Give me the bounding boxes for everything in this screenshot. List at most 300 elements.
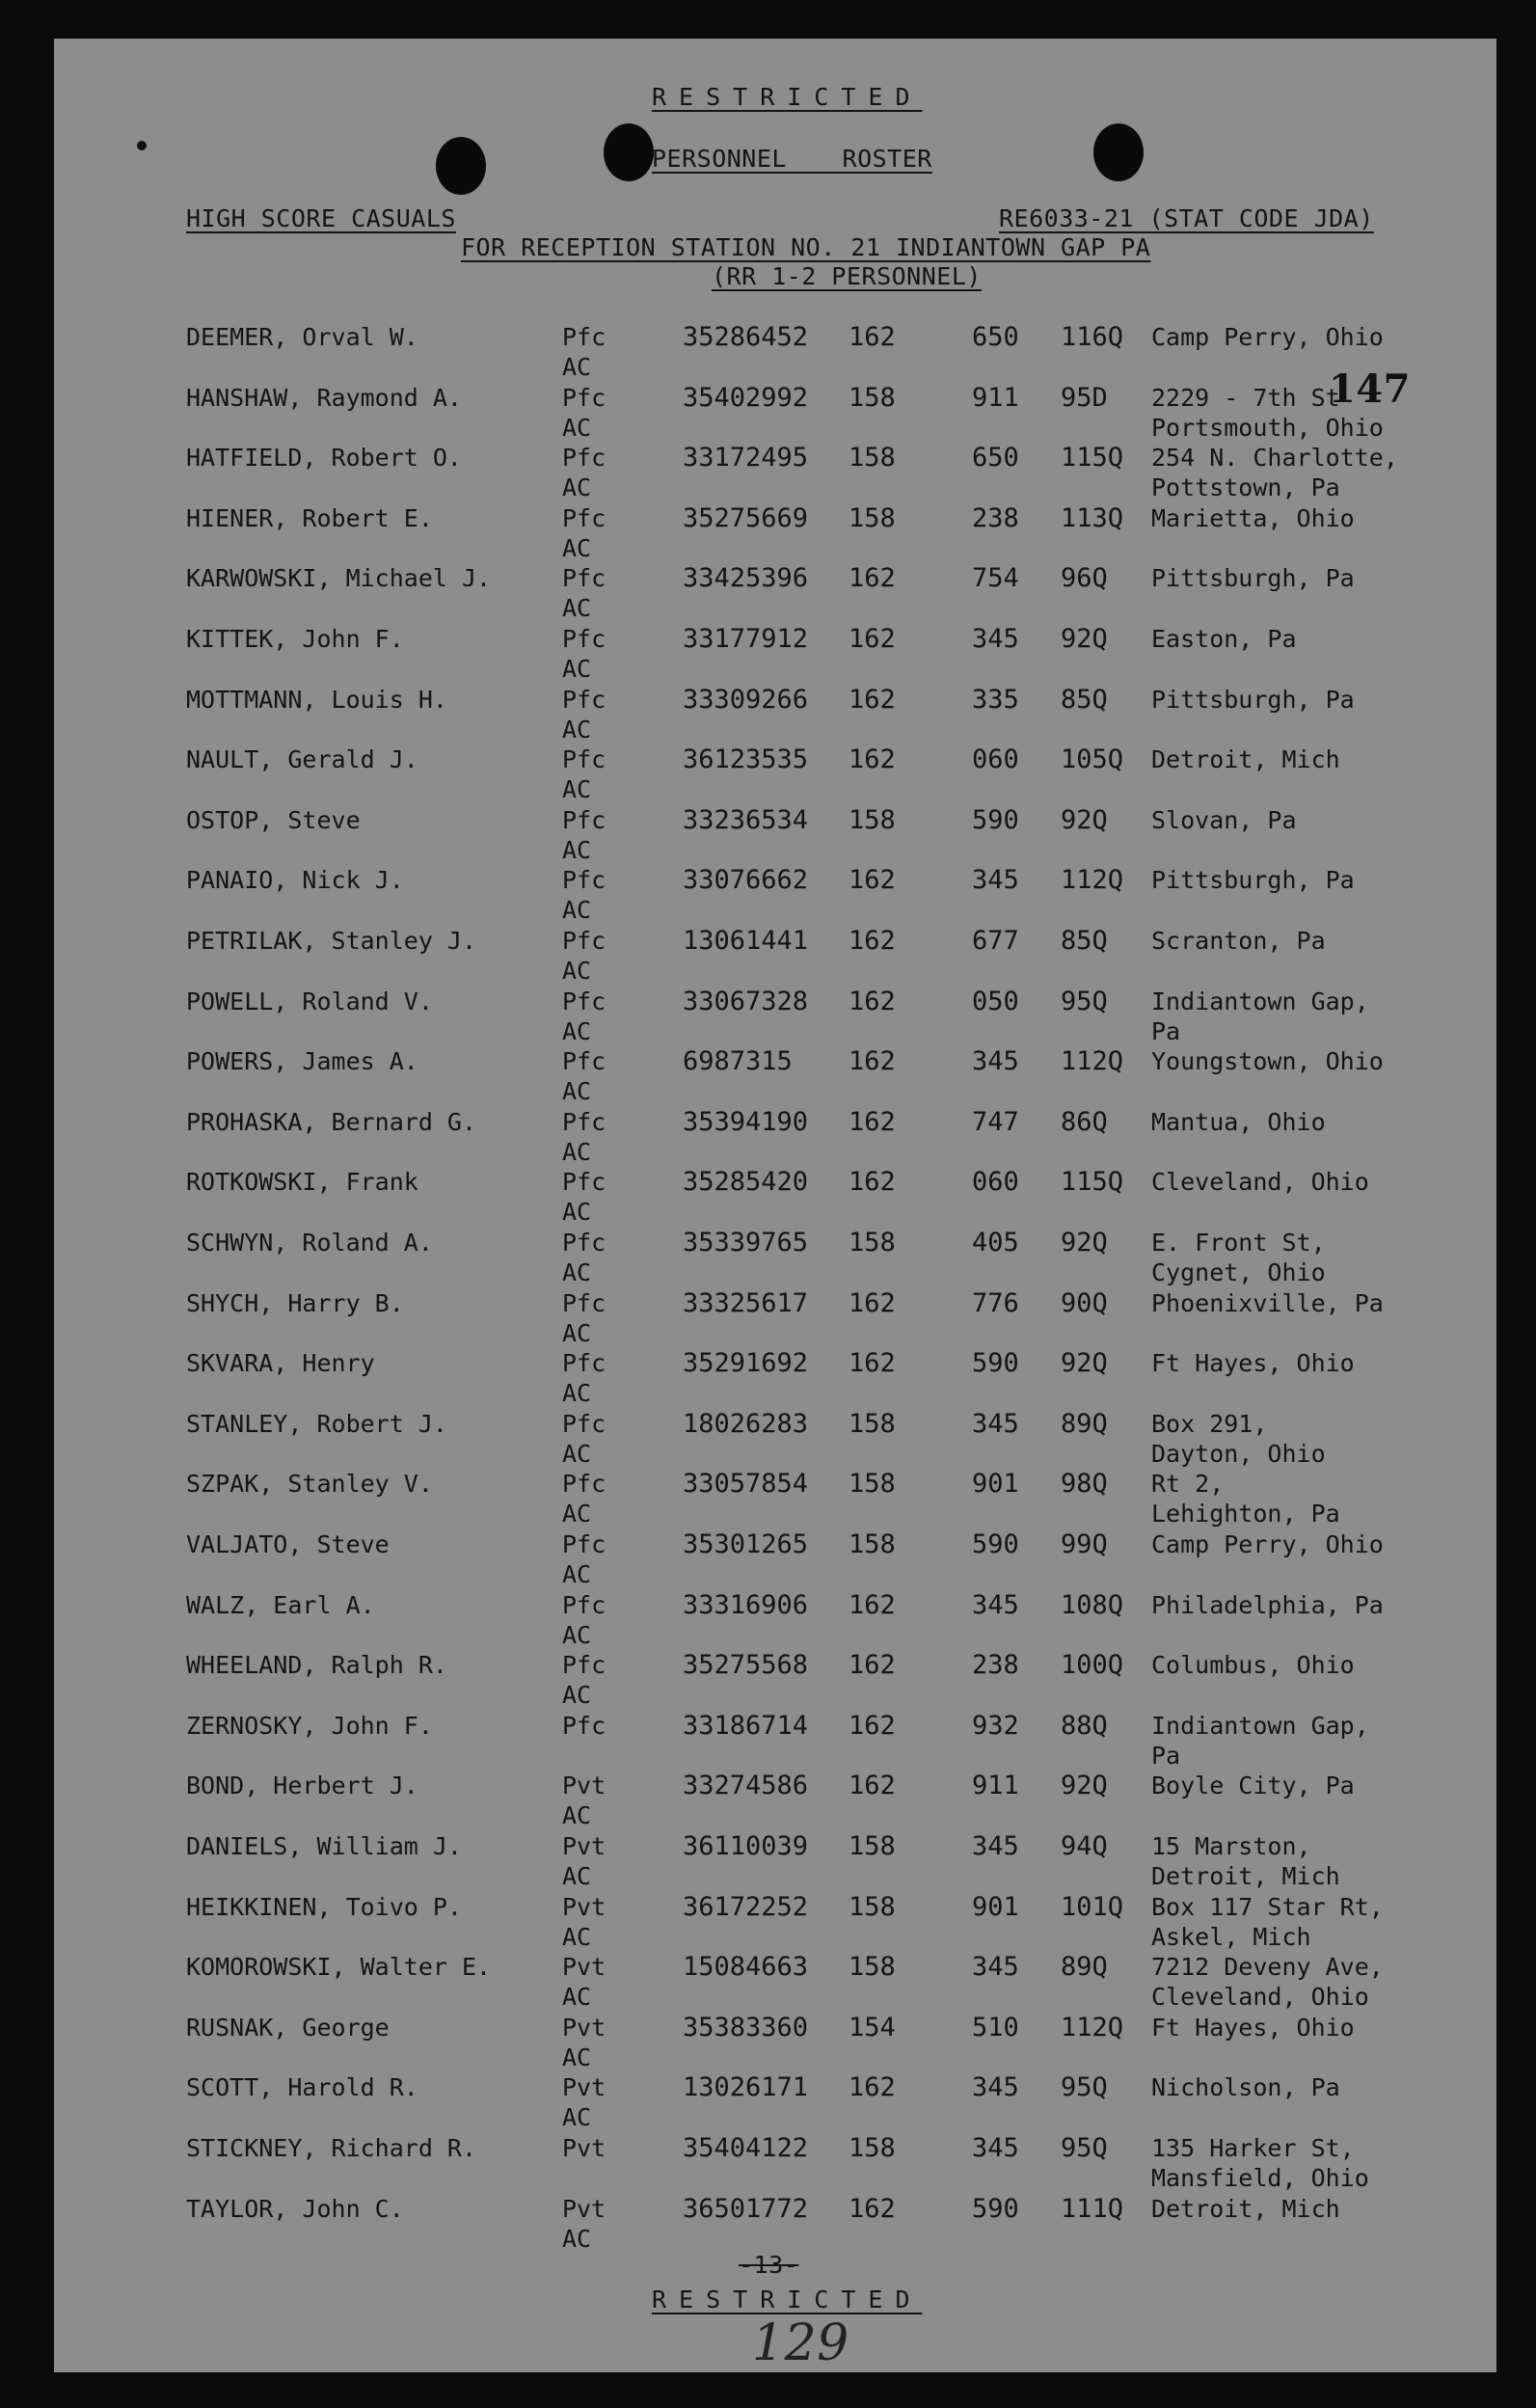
person-name: PETRILAK, Stanley J.: [186, 927, 477, 955]
corps-cell: AC: [562, 896, 592, 925]
address-cell: [1151, 1711, 1369, 1771]
person-name: POWELL, Roland V.: [186, 987, 433, 1015]
table-row: [0, 926, 1536, 986]
mos-cell: 901: [972, 1891, 1019, 1922]
code-cell: 162: [849, 1046, 896, 1077]
address-cell: [1151, 1771, 1355, 1800]
code-cell: 158: [849, 1469, 896, 1500]
serial-number-cell: 33057854: [683, 1469, 809, 1500]
category-line: (RR 1-2 PERSONNEL): [712, 262, 982, 290]
score-cell: 99Q: [1061, 1529, 1108, 1559]
mos-cell: 747: [972, 1106, 1019, 1137]
score-cell: 116Q: [1061, 322, 1124, 352]
address-line: Cygnet, Ohio: [1151, 1258, 1326, 1286]
reference-code: RE6033-21 (STAT CODE JDA): [999, 204, 1374, 232]
score-cell: 115Q: [1061, 443, 1124, 473]
corps-cell: AC: [562, 715, 592, 744]
code-cell: 162: [849, 1106, 896, 1137]
address-cell: [1151, 1409, 1326, 1469]
mos-cell: 345: [972, 1046, 1019, 1077]
score-cell: 95Q: [1061, 986, 1108, 1016]
serial-number-cell: 15084663: [683, 1952, 809, 1983]
code-cell: 162: [849, 926, 896, 956]
person-name: BOND, Herbert J.: [186, 1772, 418, 1800]
table-row: [0, 1167, 1536, 1227]
corps-cell: AC: [562, 1258, 592, 1286]
person-name: STANLEY, Robert J.: [186, 1409, 447, 1438]
code-cell: 158: [849, 1529, 896, 1559]
grade-cell: Pfc: [562, 1470, 606, 1499]
code-cell: 158: [849, 1408, 896, 1439]
address-cell: [1151, 865, 1355, 895]
grade-cell: Pfc: [562, 1651, 606, 1680]
code-cell: 158: [849, 382, 896, 413]
address-line: Marietta, Ohio: [1151, 503, 1355, 532]
address-line: Pa: [1151, 1016, 1181, 1045]
address-line: Mantua, Ohio: [1151, 1107, 1326, 1136]
code-cell: 162: [849, 744, 896, 775]
corps-cell: AC: [562, 775, 592, 804]
table-row: [0, 443, 1536, 502]
table-row: [0, 1650, 1536, 1710]
address-line: Cleveland, Ohio: [1151, 1168, 1369, 1197]
grade-cell: Pvt: [562, 1892, 606, 1921]
grade-cell: Pfc: [562, 1349, 606, 1378]
table-row: [0, 1892, 1536, 1952]
table-row: [0, 322, 1536, 382]
address-line: Pottstown, Pa: [1151, 473, 1340, 502]
code-cell: 162: [849, 1287, 896, 1318]
address-cell: [1151, 1590, 1384, 1620]
serial-number-cell: 33172495: [683, 443, 809, 473]
address-cell: [1151, 685, 1355, 715]
address-cell: [1151, 322, 1384, 352]
code-cell: 154: [849, 2012, 896, 2043]
score-cell: 96Q: [1061, 563, 1108, 594]
grade-cell: Pfc: [562, 444, 606, 473]
person-name: SCHWYN, Roland A.: [186, 1229, 433, 1257]
code-cell: 162: [849, 1589, 896, 1620]
corps-cell: AC: [562, 594, 592, 623]
serial-number-cell: 6987315: [683, 1046, 793, 1077]
grade-cell: Pfc: [562, 1288, 606, 1317]
serial-number-cell: 13061441: [683, 926, 809, 956]
person-name: RUSNAK, George: [186, 2013, 390, 2042]
person-name: SHYCH, Harry B.: [186, 1288, 404, 1317]
corps-cell: AC: [562, 353, 592, 381]
score-cell: 98Q: [1061, 1469, 1108, 1500]
punch-hole: [604, 123, 654, 181]
mos-cell: 650: [972, 322, 1019, 352]
mos-cell: 776: [972, 1287, 1019, 1318]
table-row: [0, 1590, 1536, 1650]
table-row: [0, 2072, 1536, 2132]
corps-cell: AC: [562, 655, 592, 683]
table-row: [0, 865, 1536, 925]
serial-number-cell: 35275568: [683, 1650, 809, 1681]
address-line: Dayton, Ohio: [1151, 1439, 1326, 1468]
mos-cell: 050: [972, 986, 1019, 1016]
serial-number-cell: 33177912: [683, 624, 809, 654]
corps-cell: AC: [562, 1681, 592, 1710]
grade-cell: Pvt: [562, 1772, 606, 1800]
table-row: [0, 1107, 1536, 1167]
score-cell: 95D: [1061, 382, 1108, 413]
serial-number-cell: 33067328: [683, 986, 809, 1016]
serial-number-cell: 33325617: [683, 1287, 809, 1318]
address-cell: [1151, 1650, 1355, 1680]
address-line: 135 Harker St,: [1151, 2134, 1355, 2162]
grade-cell: Pfc: [562, 987, 606, 1015]
corps-cell: AC: [562, 1801, 592, 1830]
person-name: KITTEK, John F.: [186, 625, 404, 653]
score-cell: 92Q: [1061, 1771, 1108, 1801]
code-cell: 162: [849, 1650, 896, 1681]
mos-cell: 345: [972, 2133, 1019, 2163]
serial-number-cell: 35286452: [683, 322, 809, 352]
address-line: Indiantown Gap,: [1151, 987, 1369, 1015]
address-line: 7212 Deveny Ave,: [1151, 1953, 1384, 1982]
serial-number-cell: 35275669: [683, 502, 809, 533]
score-cell: 92Q: [1061, 624, 1108, 654]
code-cell: 162: [849, 986, 896, 1016]
score-cell: 89Q: [1061, 1952, 1108, 1983]
mos-cell: 754: [972, 563, 1019, 594]
page-number: -13-: [739, 2251, 799, 2279]
table-row: [0, 563, 1536, 623]
serial-number-cell: 18026283: [683, 1408, 809, 1439]
corps-cell: AC: [562, 1500, 592, 1529]
score-cell: 86Q: [1061, 1106, 1108, 1137]
corps-cell: AC: [562, 1137, 592, 1166]
mos-cell: 650: [972, 443, 1019, 473]
person-name: DEEMER, Orval W.: [186, 323, 418, 351]
address-line: Detroit, Mich: [1151, 1862, 1340, 1890]
punch-hole: [1093, 123, 1144, 181]
destination-line: FOR RECEPTION STATION NO. 21 INDIANTOWN GAP PA: [461, 233, 1151, 261]
serial-number-cell: 36501772: [683, 2193, 809, 2224]
code-cell: 162: [849, 2072, 896, 2103]
serial-number-cell: 35404122: [683, 2133, 809, 2163]
person-name: HATFIELD, Robert O.: [186, 444, 462, 473]
serial-number-cell: 33274586: [683, 1771, 809, 1801]
code-cell: 158: [849, 502, 896, 533]
address-line: E. Front St,: [1151, 1229, 1326, 1257]
table-row: [0, 1771, 1536, 1830]
code-cell: 162: [849, 684, 896, 715]
address-cell: [1151, 1167, 1369, 1197]
address-line: Philadelphia, Pa: [1151, 1590, 1384, 1619]
person-name: HANSHAW, Raymond A.: [186, 383, 462, 412]
corps-cell: AC: [562, 1922, 592, 1951]
address-line: Rt 2,: [1151, 1470, 1225, 1499]
grade-cell: Pfc: [562, 383, 606, 412]
address-line: Pittsburgh, Pa: [1151, 866, 1355, 895]
mos-cell: 345: [972, 1952, 1019, 1983]
serial-number-cell: 33236534: [683, 804, 809, 835]
serial-number-cell: 35383360: [683, 2012, 809, 2043]
table-row: [0, 2013, 1536, 2072]
address-cell: [1151, 1952, 1384, 2012]
code-cell: 158: [849, 1831, 896, 1861]
handwritten-number: 129: [752, 2314, 849, 2372]
address-line: Youngstown, Ohio: [1151, 1047, 1384, 1076]
table-row: [0, 1831, 1536, 1891]
address-line: Columbus, Ohio: [1151, 1651, 1355, 1680]
address-line: Box 291,: [1151, 1409, 1268, 1438]
grade-cell: Pfc: [562, 1168, 606, 1197]
address-line: Box 117 Star Rt,: [1151, 1892, 1384, 1921]
punch-hole: [436, 137, 486, 195]
code-cell: 158: [849, 1891, 896, 1922]
address-cell: [1151, 1469, 1340, 1529]
grade-cell: Pfc: [562, 625, 606, 653]
score-cell: 101Q: [1061, 1891, 1124, 1922]
person-name: OSTOP, Steve: [186, 805, 361, 834]
score-cell: 94Q: [1061, 1831, 1108, 1861]
address-line: Detroit, Mich: [1151, 2194, 1340, 2223]
score-cell: 89Q: [1061, 1408, 1108, 1439]
address-line: Indiantown Gap,: [1151, 1711, 1369, 1740]
serial-number-cell: 33425396: [683, 563, 809, 594]
grade-cell: Pvt: [562, 2134, 606, 2162]
corps-cell: AC: [562, 2043, 592, 2071]
corps-cell: AC: [562, 2224, 592, 2253]
address-cell: [1151, 624, 1297, 654]
person-name: MOTTMANN, Louis H.: [186, 685, 447, 714]
code-cell: 162: [849, 1771, 896, 1801]
mos-cell: 345: [972, 1831, 1019, 1861]
code-cell: 162: [849, 1348, 896, 1379]
code-cell: 158: [849, 443, 896, 473]
address-cell: [1151, 563, 1355, 593]
corps-cell: AC: [562, 1318, 592, 1347]
corps-cell: AC: [562, 835, 592, 864]
address-line: Mansfield, Ohio: [1151, 2164, 1369, 2192]
address-line: Askel, Mich: [1151, 1922, 1311, 1951]
grade-cell: Pvt: [562, 2073, 606, 2102]
mos-cell: 590: [972, 804, 1019, 835]
address-line: Ft Hayes, Ohio: [1151, 1349, 1355, 1378]
serial-number-cell: 33186714: [683, 1710, 809, 1741]
person-name: HEIKKINEN, Toivo P.: [186, 1892, 462, 1921]
person-name: SCOTT, Harold R.: [186, 2073, 418, 2102]
address-cell: [1151, 1529, 1384, 1559]
code-cell: 158: [849, 2133, 896, 2163]
address-line: Ft Hayes, Ohio: [1151, 2013, 1355, 2042]
ink-dot: [137, 141, 147, 150]
mos-cell: 238: [972, 502, 1019, 533]
mos-cell: 060: [972, 744, 1019, 775]
corps-cell: AC: [562, 1862, 592, 1890]
corps-cell: AC: [562, 1016, 592, 1045]
person-name: TAYLOR, John C.: [186, 2194, 404, 2223]
address-cell: [1151, 2072, 1340, 2102]
corps-cell: AC: [562, 533, 592, 562]
score-cell: 111Q: [1061, 2193, 1124, 2224]
code-cell: 162: [849, 563, 896, 594]
mos-cell: 345: [972, 1589, 1019, 1620]
serial-number-cell: 35394190: [683, 1106, 809, 1137]
mos-cell: 238: [972, 1650, 1019, 1681]
address-cell: [1151, 1348, 1355, 1378]
grade-cell: Pfc: [562, 685, 606, 714]
score-cell: 112Q: [1061, 1046, 1124, 1077]
address-cell: [1151, 805, 1297, 835]
address-cell: [1151, 383, 1384, 443]
grade-cell: Pfc: [562, 503, 606, 532]
mos-cell: 345: [972, 624, 1019, 654]
mos-cell: 677: [972, 926, 1019, 956]
table-row: [0, 1046, 1536, 1106]
address-line: Pittsburgh, Pa: [1151, 564, 1355, 593]
serial-number-cell: 35339765: [683, 1228, 809, 1258]
page-title: PERSONNEL ROSTER: [652, 145, 932, 173]
address-cell: [1151, 1892, 1384, 1952]
score-cell: 90Q: [1061, 1287, 1108, 1318]
serial-number-cell: 36123535: [683, 744, 809, 775]
serial-number-cell: 33316906: [683, 1589, 809, 1620]
address-cell: [1151, 744, 1340, 774]
score-cell: 85Q: [1061, 926, 1108, 956]
person-name: ZERNOSKY, John F.: [186, 1711, 433, 1740]
score-cell: 88Q: [1061, 1710, 1108, 1741]
grade-cell: Pfc: [562, 805, 606, 834]
mos-cell: 345: [972, 2072, 1019, 2103]
address-cell: [1151, 987, 1369, 1046]
table-row: [0, 1711, 1536, 1771]
serial-number-cell: 36172252: [683, 1891, 809, 1922]
classification-header: RESTRICTED: [652, 83, 923, 111]
person-name: WHEELAND, Ralph R.: [186, 1651, 447, 1680]
address-line: Camp Perry, Ohio: [1151, 323, 1384, 351]
serial-number-cell: 35291692: [683, 1348, 809, 1379]
score-cell: 112Q: [1061, 865, 1124, 896]
code-cell: 162: [849, 1710, 896, 1741]
grade-cell: Pvt: [562, 1832, 606, 1860]
score-cell: 92Q: [1061, 1348, 1108, 1379]
table-row: [0, 2194, 1536, 2254]
serial-number-cell: 13026171: [683, 2072, 809, 2103]
address-cell: [1151, 443, 1398, 502]
table-row: [0, 1288, 1536, 1348]
serial-number-cell: 33076662: [683, 865, 809, 896]
serial-number-cell: 33309266: [683, 684, 809, 715]
address-line: Portsmouth, Ohio: [1151, 413, 1384, 442]
address-line: Nicholson, Pa: [1151, 2073, 1340, 2102]
person-name: STICKNEY, Richard R.: [186, 2134, 477, 2162]
table-row: [0, 685, 1536, 744]
grade-cell: Pfc: [562, 1229, 606, 1257]
address-cell: [1151, 1107, 1326, 1137]
code-cell: 158: [849, 804, 896, 835]
code-cell: 162: [849, 322, 896, 352]
person-name: KARWOWSKI, Michael J.: [186, 564, 492, 593]
address-cell: [1151, 2194, 1340, 2224]
score-cell: 108Q: [1061, 1589, 1124, 1620]
corps-cell: AC: [562, 957, 592, 985]
mos-cell: 911: [972, 1771, 1019, 1801]
grade-cell: Pvt: [562, 2194, 606, 2223]
address-cell: [1151, 926, 1326, 956]
person-name: PANAIO, Nick J.: [186, 866, 404, 895]
grade-cell: Pfc: [562, 323, 606, 351]
mos-cell: 405: [972, 1228, 1019, 1258]
mos-cell: 932: [972, 1710, 1019, 1741]
code-cell: 162: [849, 2193, 896, 2224]
table-row: [0, 744, 1536, 804]
unit-name: HIGH SCORE CASUALS: [186, 204, 456, 232]
table-row: [0, 1952, 1536, 2012]
address-line: 2229 - 7th St: [1151, 383, 1340, 412]
mos-cell: 345: [972, 1408, 1019, 1439]
table-row: [0, 1529, 1536, 1589]
person-name: VALJATO, Steve: [186, 1530, 390, 1558]
score-cell: 112Q: [1061, 2012, 1124, 2043]
person-name: SKVARA, Henry: [186, 1349, 375, 1378]
corps-cell: AC: [562, 473, 592, 502]
mos-cell: 911: [972, 382, 1019, 413]
address-cell: [1151, 2013, 1355, 2043]
address-cell: [1151, 1228, 1326, 1287]
grade-cell: Pfc: [562, 745, 606, 774]
grade-cell: Pfc: [562, 1047, 606, 1076]
code-cell: 158: [849, 1228, 896, 1258]
corps-cell: AC: [562, 1560, 592, 1588]
code-cell: 162: [849, 624, 896, 654]
corps-cell: AC: [562, 1077, 592, 1106]
grade-cell: Pfc: [562, 927, 606, 955]
code-cell: 158: [849, 1952, 896, 1983]
corps-cell: AC: [562, 413, 592, 442]
table-row: [0, 1409, 1536, 1469]
mos-cell: 590: [972, 1529, 1019, 1559]
table-row: [0, 2133, 1536, 2193]
person-name: HIENER, Robert E.: [186, 503, 433, 532]
address-cell: [1151, 1288, 1384, 1318]
mos-cell: 060: [972, 1167, 1019, 1198]
address-line: Lehighton, Pa: [1151, 1500, 1340, 1529]
table-row: [0, 503, 1536, 563]
score-cell: 105Q: [1061, 744, 1124, 775]
address-line: Boyle City, Pa: [1151, 1772, 1355, 1800]
serial-number-cell: 36110039: [683, 1831, 809, 1861]
mos-cell: 335: [972, 684, 1019, 715]
corps-cell: AC: [562, 1620, 592, 1649]
address-line: 15 Marston,: [1151, 1832, 1311, 1860]
corps-cell: AC: [562, 1983, 592, 2012]
grade-cell: Pfc: [562, 1530, 606, 1558]
table-row: [0, 624, 1536, 684]
address-cell: [1151, 2133, 1369, 2193]
grade-cell: Pfc: [562, 1590, 606, 1619]
address-line: 254 N. Charlotte,: [1151, 444, 1398, 473]
classification-footer: RESTRICTED: [652, 2286, 923, 2313]
grade-cell: Pfc: [562, 564, 606, 593]
score-cell: 95Q: [1061, 2133, 1108, 2163]
address-line: Slovan, Pa: [1151, 805, 1297, 834]
mos-cell: 345: [972, 865, 1019, 896]
score-cell: 92Q: [1061, 1228, 1108, 1258]
corps-cell: AC: [562, 1198, 592, 1227]
corps-cell: AC: [562, 1439, 592, 1468]
address-line: Phoenixville, Pa: [1151, 1288, 1384, 1317]
mos-cell: 510: [972, 2012, 1019, 2043]
mos-cell: 901: [972, 1469, 1019, 1500]
address-line: Pittsburgh, Pa: [1151, 685, 1355, 714]
score-cell: 100Q: [1061, 1650, 1124, 1681]
person-name: WALZ, Earl A.: [186, 1590, 375, 1619]
